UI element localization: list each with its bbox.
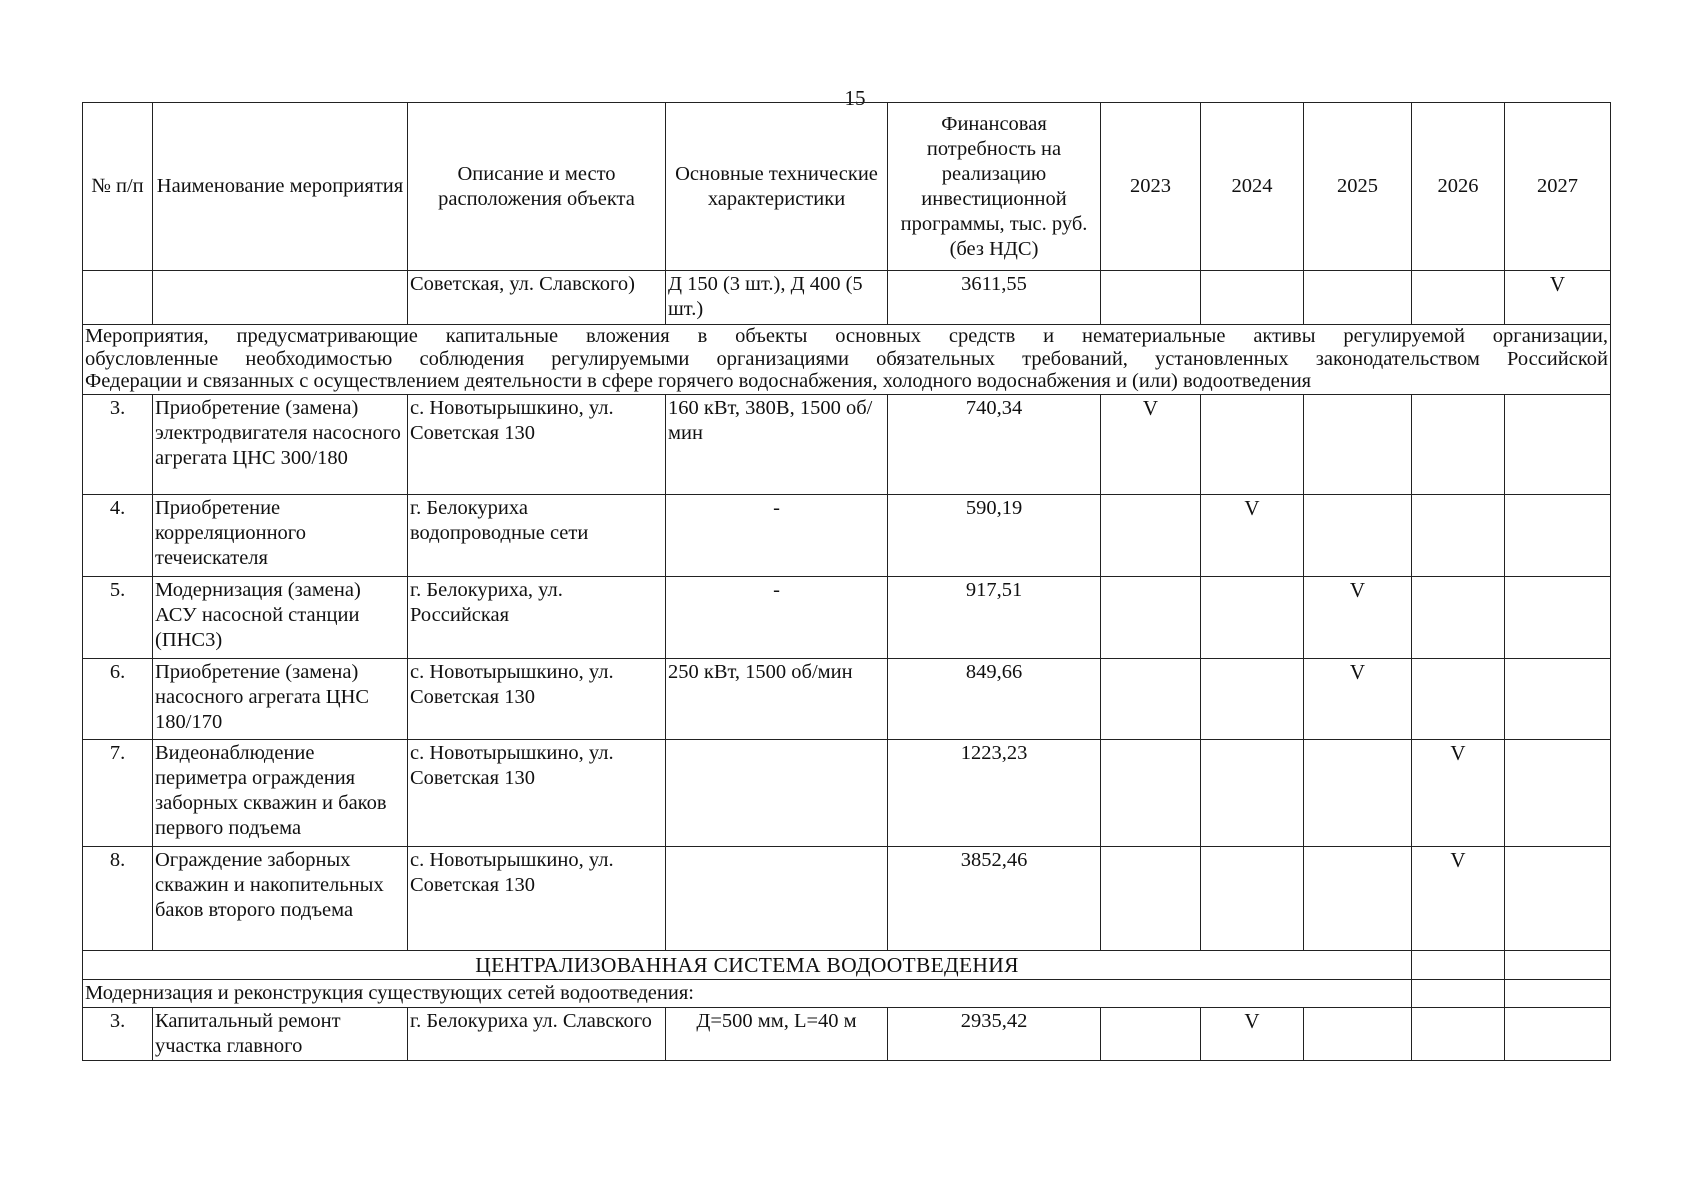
row-finance: 849,66 <box>888 659 1101 740</box>
row-mark-2024: V <box>1201 1008 1304 1061</box>
table-row <box>83 271 1611 325</box>
row-tech <box>666 847 888 951</box>
page-number: 15 <box>844 86 866 110</box>
row-name: Приобретение корреляционного течеискателя <box>153 495 408 577</box>
row-description: с. Новотырышкино, ул. Советская 130 <box>408 740 666 847</box>
row-mark-2025 <box>1304 740 1412 847</box>
row-mark-2024 <box>1201 659 1304 740</box>
header-year-2027: 2027 <box>1505 103 1611 271</box>
row-mark-2027 <box>1505 577 1611 659</box>
subsection-empty-cell <box>1505 980 1611 1008</box>
category-line-2: обусловленные необходимостью соблюдения регулируемыми организациями обязательных требований, установленных законодательством Российской <box>85 347 1608 370</box>
row-mark-2027 <box>1505 395 1611 495</box>
row-mark-2023: V <box>1101 395 1201 495</box>
row-mark-2023 <box>1101 740 1201 847</box>
row-name <box>153 271 408 325</box>
header-description: Описание и место расположения объекта <box>408 103 666 271</box>
row-name: Ограждение заборных скважин и накопительных баков второго подъема <box>153 847 408 951</box>
subsection-title: Модернизация и реконструкция существующих сетей водоотведения: <box>83 980 1412 1008</box>
row-mark-2025 <box>1304 395 1412 495</box>
merged-category-row <box>83 325 1611 395</box>
row-mark-2027: V <box>1505 271 1611 325</box>
row-mark-2024 <box>1201 740 1304 847</box>
row-mark-2024 <box>1201 271 1304 325</box>
row-name: Приобретение (замена) насосного агрегата ЦНС 180/170 <box>153 659 408 740</box>
section-row <box>83 951 1611 980</box>
row-name: Капитальный ремонт участка главного <box>153 1008 408 1061</box>
row-num: 3. <box>83 395 153 495</box>
row-num: 7. <box>83 740 153 847</box>
investment-program-table <box>82 102 1611 1061</box>
section-title: ЦЕНТРАЛИЗОВАННАЯ СИСТЕМА ВОДООТВЕДЕНИЯ <box>83 951 1412 980</box>
subsection-empty-cell <box>1412 980 1505 1008</box>
table-row <box>83 495 1611 577</box>
row-finance: 1223,23 <box>888 740 1101 847</box>
row-num: 3. <box>83 1008 153 1061</box>
row-mark-2024: V <box>1201 495 1304 577</box>
row-mark-2026 <box>1412 395 1505 495</box>
row-description: г. Белокуриха ул. Славского <box>408 1008 666 1061</box>
row-mark-2027 <box>1505 847 1611 951</box>
row-mark-2025 <box>1304 271 1412 325</box>
row-finance: 3611,55 <box>888 271 1101 325</box>
row-mark-2025 <box>1304 847 1412 951</box>
table-row <box>83 1008 1611 1061</box>
row-description: с. Новотырышкино, ул. Советская 130 <box>408 847 666 951</box>
section-empty-cell <box>1412 951 1505 980</box>
subsection-row <box>83 980 1611 1008</box>
row-mark-2025: V <box>1304 659 1412 740</box>
row-mark-2027 <box>1505 1008 1611 1061</box>
row-mark-2026 <box>1412 271 1505 325</box>
row-tech: Д=500 мм, L=40 м <box>666 1008 888 1061</box>
row-mark-2026 <box>1412 1008 1505 1061</box>
row-tech <box>666 740 888 847</box>
header-num: № п/п <box>83 103 153 271</box>
row-tech: 250 кВт, 1500 об/мин <box>666 659 888 740</box>
row-mark-2024 <box>1201 395 1304 495</box>
row-name: Видеонаблюдение периметра ограждения заборных скважин и баков первого подъема <box>153 740 408 847</box>
row-description: с. Новотырышкино, ул. Советская 130 <box>408 395 666 495</box>
row-mark-2027 <box>1505 740 1611 847</box>
row-mark-2023 <box>1101 847 1201 951</box>
row-mark-2023 <box>1101 659 1201 740</box>
row-tech: Д 150 (3 шт.), Д 400 (5 шт.) <box>666 271 888 325</box>
row-num: 8. <box>83 847 153 951</box>
row-mark-2026: V <box>1412 847 1505 951</box>
row-tech: 160 кВт, 380В, 1500 об/мин <box>666 395 888 495</box>
row-finance: 917,51 <box>888 577 1101 659</box>
header-year-2023: 2023 <box>1101 103 1201 271</box>
row-num: 5. <box>83 577 153 659</box>
table-row <box>83 577 1611 659</box>
header-tech: Основные технические характеристики <box>666 103 888 271</box>
section-empty-cell <box>1505 951 1611 980</box>
row-mark-2025: V <box>1304 577 1412 659</box>
header-year-2025: 2025 <box>1304 103 1412 271</box>
row-name: Приобретение (замена) электродвигателя насосного агрегата ЦНС 300/180 <box>153 395 408 495</box>
row-mark-2026 <box>1412 659 1505 740</box>
row-mark-2026 <box>1412 577 1505 659</box>
category-line-3: Федерации и связанных с осуществлением деятельности в сфере горячего водоснабжения, холодного водоснабжения и (или) водоотведения <box>85 370 1312 393</box>
row-num <box>83 271 153 325</box>
row-tech: - <box>666 577 888 659</box>
row-finance: 740,34 <box>888 395 1101 495</box>
header-finance: Финансовая потребность на реализацию инвестиционной программы, тыс. руб. (без НДС) <box>888 103 1101 271</box>
row-mark-2023 <box>1101 1008 1201 1061</box>
row-mark-2027 <box>1505 495 1611 577</box>
row-mark-2024 <box>1201 847 1304 951</box>
header-row <box>83 103 1611 271</box>
row-finance: 3852,46 <box>888 847 1101 951</box>
table-row <box>83 659 1611 740</box>
row-mark-2026 <box>1412 495 1505 577</box>
row-mark-2027 <box>1505 659 1611 740</box>
row-name: Модернизация (замена) АСУ насосной станции (ПНС3) <box>153 577 408 659</box>
row-description: Советская, ул. Славского) <box>408 271 666 325</box>
row-mark-2026: V <box>1412 740 1505 847</box>
row-num: 6. <box>83 659 153 740</box>
row-mark-2025 <box>1304 495 1412 577</box>
row-finance: 590,19 <box>888 495 1101 577</box>
row-mark-2024 <box>1201 577 1304 659</box>
row-description: г. Белокуриха водопроводные сети <box>408 495 666 577</box>
header-year-2024: 2024 <box>1201 103 1304 271</box>
category-line-1: Мероприятия, предусматривающие капитальные вложения в объекты основных средств и нематериальные активы регулируемой организации, <box>85 325 1608 347</box>
row-mark-2023 <box>1101 577 1201 659</box>
row-mark-2023 <box>1101 495 1201 577</box>
row-description: г. Белокуриха, ул. Российская <box>408 577 666 659</box>
table-row <box>83 395 1611 495</box>
row-tech: - <box>666 495 888 577</box>
row-mark-2025 <box>1304 1008 1412 1061</box>
header-name: Наименование мероприятия <box>153 103 408 271</box>
table-row <box>83 740 1611 847</box>
row-description: с. Новотырышкино, ул. Советская 130 <box>408 659 666 740</box>
row-finance: 2935,42 <box>888 1008 1101 1061</box>
table-row <box>83 847 1611 951</box>
category-text <box>83 325 1611 395</box>
row-mark-2023 <box>1101 271 1201 325</box>
row-num: 4. <box>83 495 153 577</box>
header-year-2026: 2026 <box>1412 103 1505 271</box>
